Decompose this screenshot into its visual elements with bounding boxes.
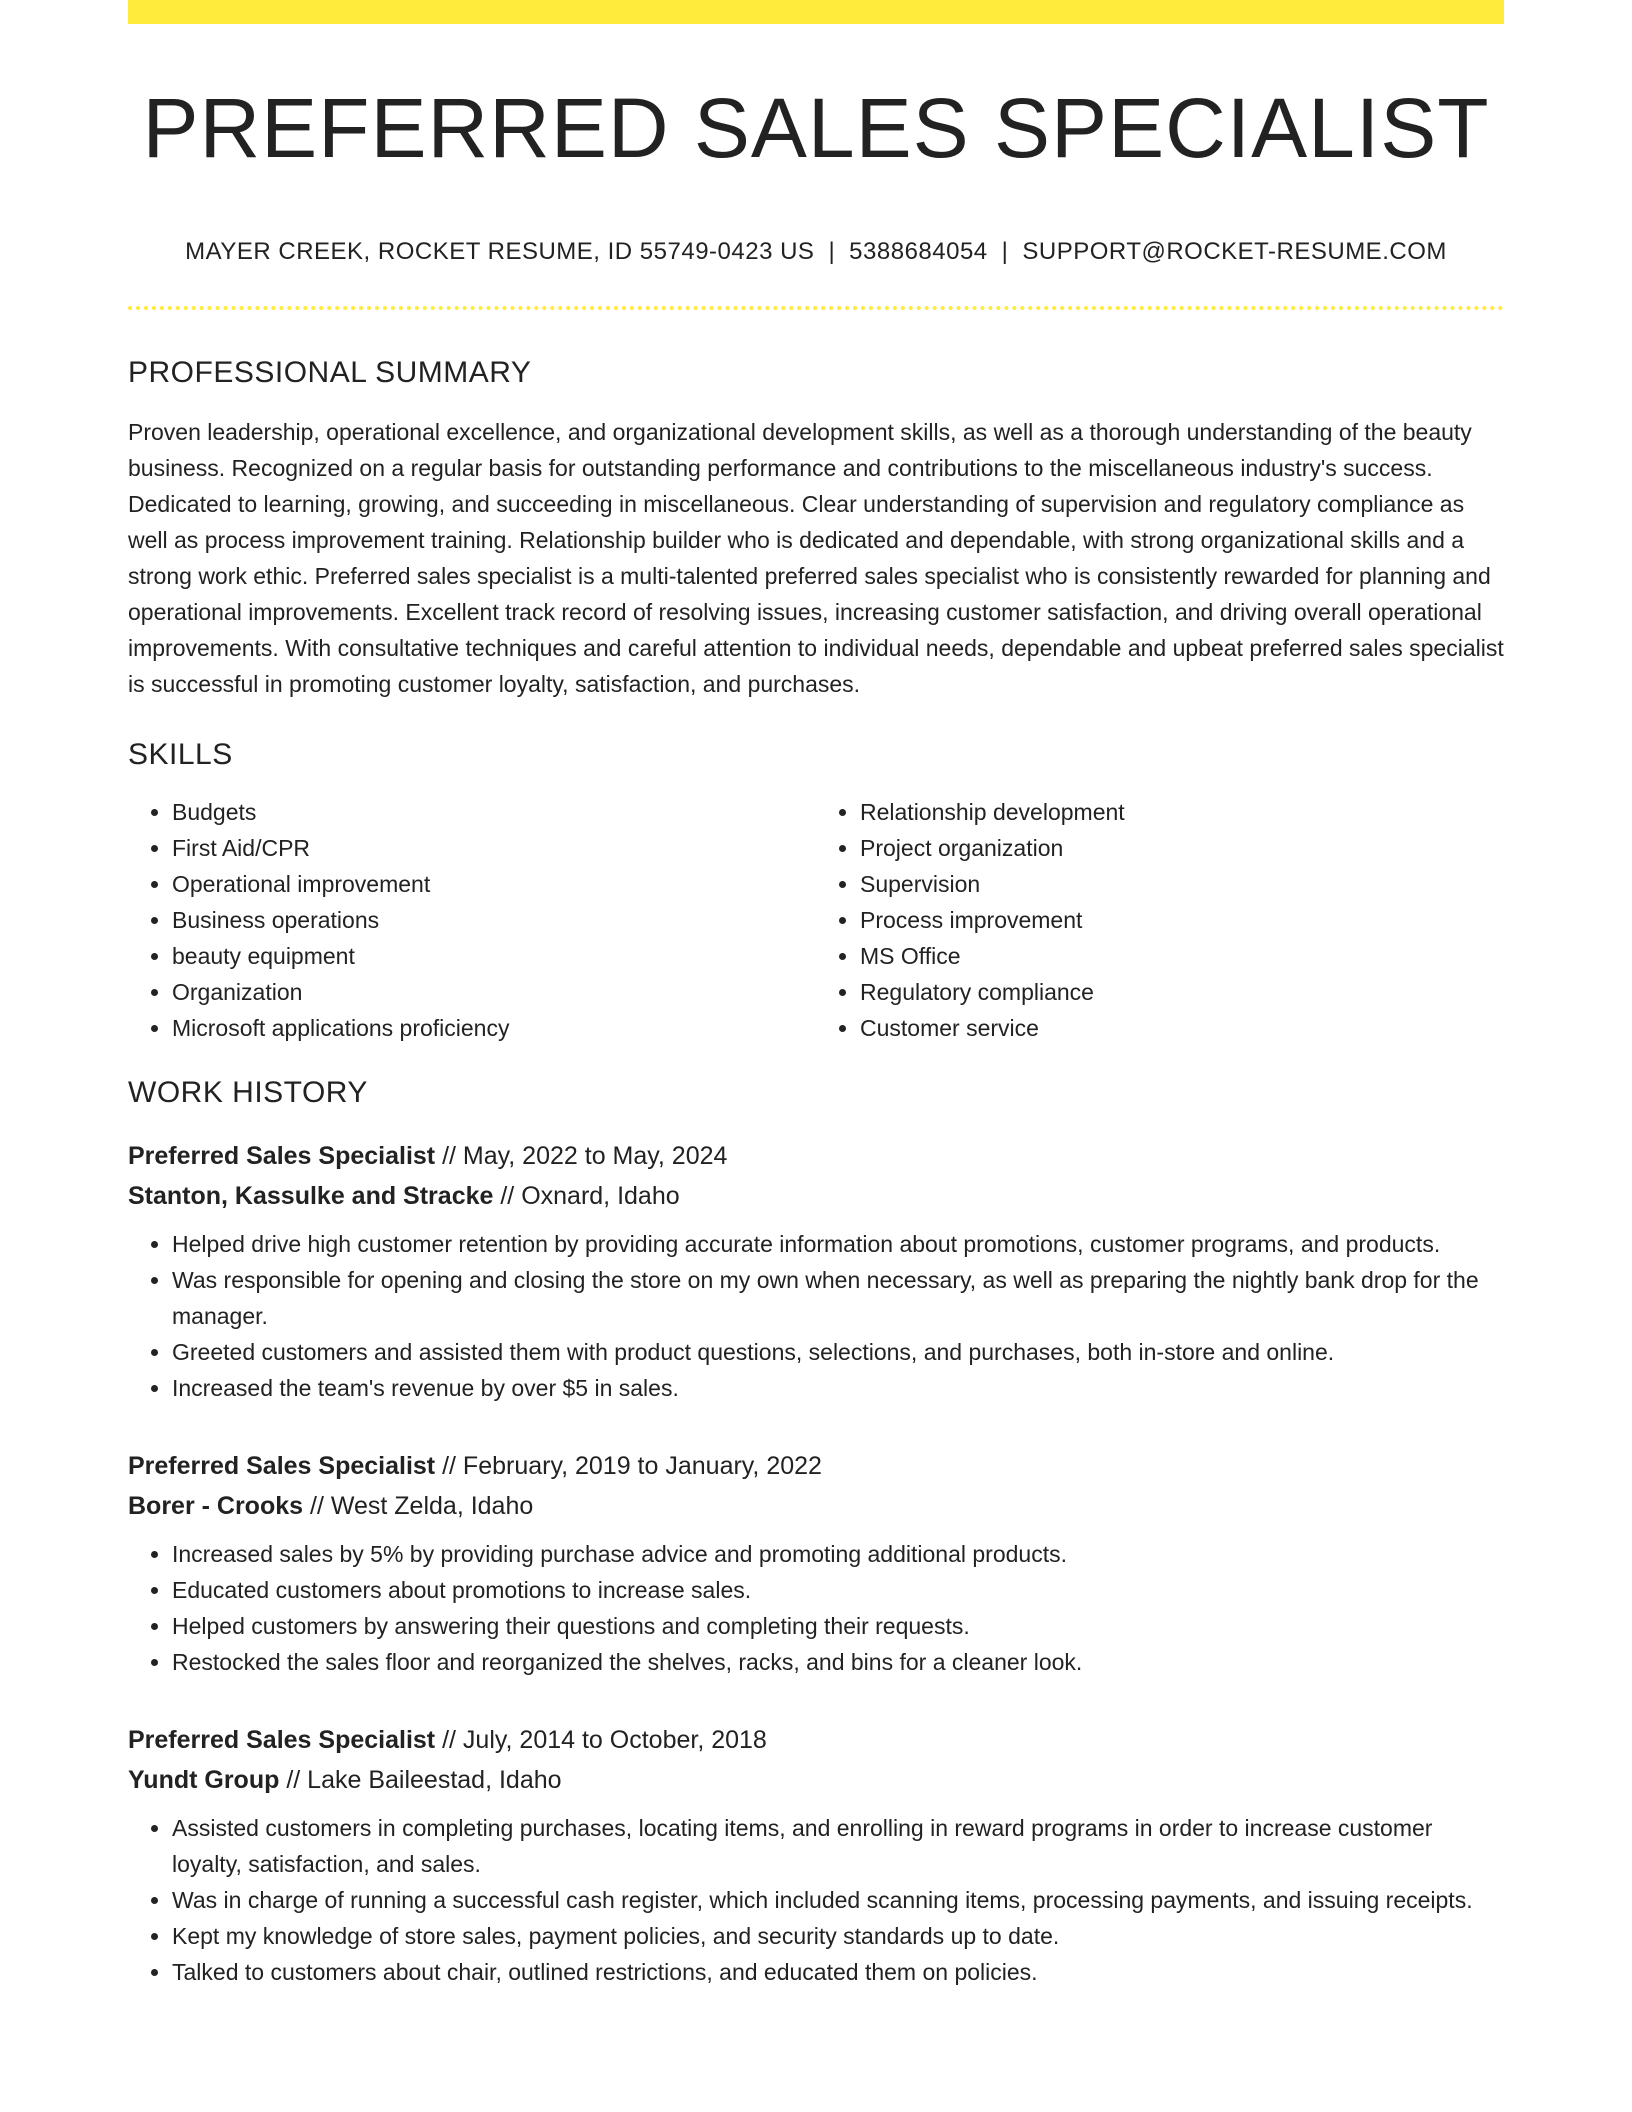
skill-item: • Business operations	[172, 902, 816, 938]
accent-bar	[128, 0, 1504, 24]
job-bullet: • Was responsible for opening and closing the store on my own when necessary, as well as preparing the nightly bank drop for the manager.	[172, 1262, 1504, 1334]
skill-item: • beauty equipment	[172, 938, 816, 974]
skill-item: • Operational improvement	[172, 866, 816, 902]
contact-address: MAYER CREEK, ROCKET RESUME, ID 55749-0423 US	[185, 238, 815, 265]
job-bullet: • Educated customers about promotions to increase sales.	[172, 1572, 1504, 1608]
skill-item: • Microsoft applications proficiency	[172, 1010, 816, 1046]
work-history-heading: WORK HISTORY	[128, 1076, 368, 1109]
job-company-line	[128, 1486, 1504, 1526]
skills-column-right	[816, 794, 1504, 1046]
job-bullet-list	[128, 1810, 1504, 1990]
summary-text: Proven leadership, operational excellence, and organizational development skills, as well as a thorough understanding of the beauty business. Recognized on a regular basis for outstanding performance and contributions to the miscellaneous industry's success. Dedicated to learning, growing, and succeeding in miscellaneous. Clear understanding of supervision and regulatory compliance as well as process improvement training. Relationship builder who is dedicated and dependable, with strong organizational skills and a strong work ethic. Preferred sales specialist is a multi-talented preferred sales specialist who is consistently rewarded for planning and operational improvements. Excellent track record of resolving issues, increasing customer satisfaction, and driving overall operational improvements. With consultative techniques and careful attention to individual needs, dependable and upbeat preferred sales specialist is successful in promoting customer loyalty, satisfaction, and purchases.	[128, 419, 1504, 697]
job-bullet-list	[128, 1536, 1504, 1680]
job-role-line	[128, 1720, 1504, 1760]
job-separator: //	[303, 1492, 331, 1520]
job-bullet: • Assisted customers in completing purchases, locating items, and enrolling in reward programs in order to increase customer loyalty, satisfaction, and sales.	[172, 1810, 1504, 1882]
skill-item: • First Aid/CPR	[172, 830, 816, 866]
skill-item: • Relationship development	[860, 794, 1504, 830]
job-separator: //	[435, 1142, 463, 1170]
job-entry	[128, 1720, 1504, 1990]
job-company-line	[128, 1176, 1504, 1216]
summary-heading: PROFESSIONAL SUMMARY	[128, 356, 532, 389]
contact-separator: |	[828, 238, 836, 265]
job-dates: May, 2022 to May, 2024	[462, 1142, 728, 1170]
job-separator: //	[435, 1726, 463, 1754]
job-company: Yundt Group	[128, 1766, 280, 1794]
job-separator: //	[279, 1766, 308, 1794]
resume-title: PREFERRED SALES SPECIALIST	[142, 81, 1490, 175]
job-bullet: • Kept my knowledge of store sales, payment policies, and security standards up to date.	[172, 1918, 1504, 1954]
job-separator: //	[435, 1452, 463, 1480]
skills-grid	[128, 794, 1504, 1046]
job-bullet: • Increased sales by 5% by providing purchase advice and promoting additional products.	[172, 1536, 1504, 1572]
job-company-line	[128, 1760, 1504, 1800]
job-location: West Zelda, Idaho	[330, 1492, 534, 1520]
skill-item: • Customer service	[860, 1010, 1504, 1046]
job-bullet: • Restocked the sales floor and reorganized the shelves, racks, and bins for a cleaner look.	[172, 1644, 1504, 1680]
skill-item: • MS Office	[860, 938, 1504, 974]
skills-column-left	[128, 794, 816, 1046]
job-dates: February, 2019 to January, 2022	[462, 1452, 822, 1480]
job-location: Lake Baileestad, Idaho	[307, 1766, 562, 1794]
skill-item: • Regulatory compliance	[860, 974, 1504, 1010]
job-bullet: • Helped customers by answering their questions and completing their requests.	[172, 1608, 1504, 1644]
job-bullet: • Helped drive high customer retention by providing accurate information about promotions, customer programs, and products.	[172, 1226, 1504, 1262]
contact-separator: |	[1001, 238, 1009, 265]
job-company: Borer - Crooks	[128, 1492, 304, 1520]
job-bullet: • Talked to customers about chair, outlined restrictions, and educated them on policies.	[172, 1954, 1504, 1990]
job-role: Preferred Sales Specialist	[128, 1452, 436, 1480]
contact-email: SUPPORT@ROCKET-RESUME.COM	[1022, 238, 1447, 265]
job-role-line	[128, 1136, 1504, 1176]
job-separator: //	[493, 1182, 522, 1210]
skills-heading: SKILLS	[128, 738, 233, 771]
job-entry	[128, 1136, 1504, 1406]
job-bullet: • Increased the team's revenue by over $5 in sales.	[172, 1370, 1504, 1406]
job-bullet: • Was in charge of running a successful cash register, which included scanning items, processing payments, and issuing receipts.	[172, 1882, 1504, 1918]
skill-item: • Project organization	[860, 830, 1504, 866]
resume-page	[128, 0, 1504, 1990]
job-entry	[128, 1446, 1504, 1680]
dotted-divider	[128, 306, 1504, 310]
job-role: Preferred Sales Specialist	[128, 1142, 436, 1170]
job-bullet: • Greeted customers and assisted them with product questions, selections, and purchases, both in-store and online.	[172, 1334, 1504, 1370]
job-dates: July, 2014 to October, 2018	[462, 1726, 767, 1754]
job-bullet-list	[128, 1226, 1504, 1406]
skill-item: • Budgets	[172, 794, 816, 830]
skill-item: • Organization	[172, 974, 816, 1010]
skill-item: • Supervision	[860, 866, 1504, 902]
job-location: Oxnard, Idaho	[521, 1182, 680, 1210]
job-company: Stanton, Kassulke and Stracke	[128, 1182, 494, 1210]
contact-line	[128, 238, 1504, 266]
job-role-line	[128, 1446, 1504, 1486]
skill-item: • Process improvement	[860, 902, 1504, 938]
contact-phone: 5388684054	[849, 238, 988, 265]
job-role: Preferred Sales Specialist	[128, 1726, 436, 1754]
